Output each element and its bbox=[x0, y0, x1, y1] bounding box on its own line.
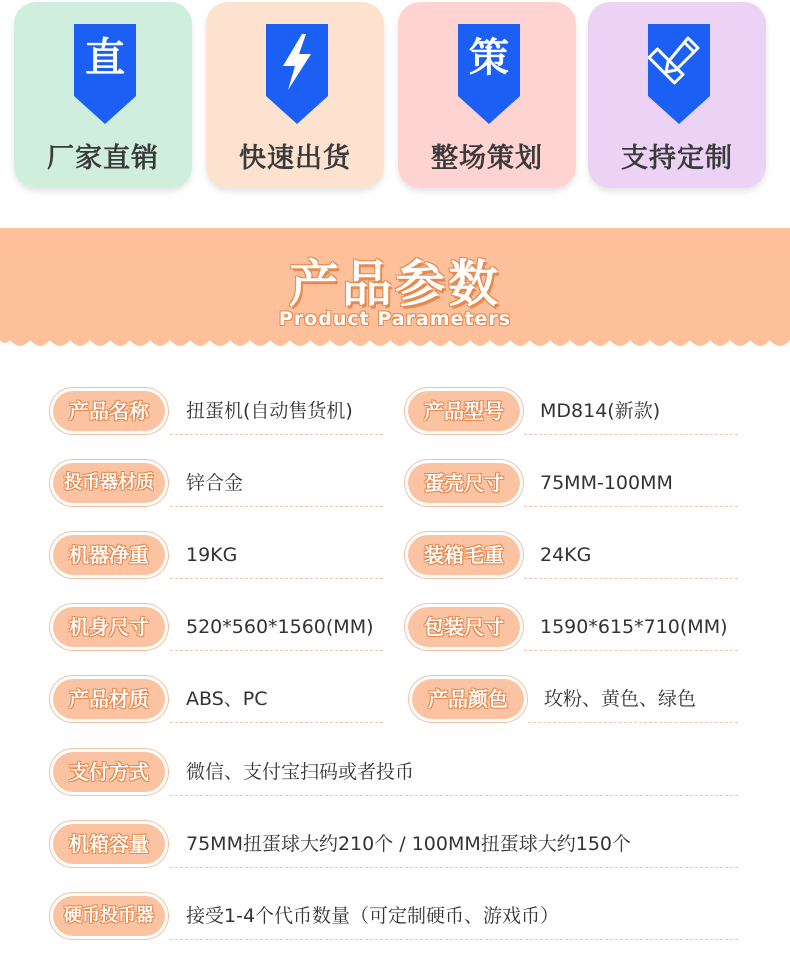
param-value-coin-material: 锌合金 bbox=[186, 472, 244, 494]
badge-glyph: 策 bbox=[469, 35, 509, 81]
feature-label: 厂家直销 bbox=[47, 143, 159, 174]
feature-label: 快速出货 bbox=[239, 143, 351, 174]
divider bbox=[170, 506, 383, 507]
param-label-shell-size: 蛋壳尺寸 bbox=[408, 463, 520, 503]
divider bbox=[524, 434, 738, 435]
divider bbox=[170, 434, 383, 435]
feature-card-factory-direct bbox=[14, 2, 192, 188]
divider bbox=[170, 722, 383, 723]
divider bbox=[170, 578, 383, 579]
section-banner bbox=[0, 228, 790, 358]
param-value-product-name: 扭蛋机(自动售货机) bbox=[186, 400, 353, 422]
feature-cards bbox=[0, 0, 790, 200]
ribbon-badge bbox=[266, 24, 328, 124]
param-label-body-size: 机身尺寸 bbox=[53, 607, 165, 647]
badge-glyph: 直 bbox=[85, 35, 125, 81]
divider bbox=[170, 867, 738, 868]
feature-card-fast-shipping bbox=[206, 2, 384, 188]
divider bbox=[524, 578, 738, 579]
param-label-model: 产品型号 bbox=[408, 391, 520, 431]
param-value-payment: 微信、支付宝扫码或者投币 bbox=[186, 761, 415, 783]
divider bbox=[524, 650, 738, 651]
param-label-net-weight: 机器净重 bbox=[53, 535, 165, 575]
param-label-color: 产品颜色 bbox=[412, 679, 524, 719]
param-label-package-size: 包装尺寸 bbox=[408, 607, 520, 647]
param-label-product-name: 产品名称 bbox=[53, 391, 165, 431]
divider bbox=[170, 939, 738, 940]
param-label-capacity: 机箱容量 bbox=[53, 824, 165, 864]
param-value-color: 玫粉、黄色、绿色 bbox=[544, 688, 697, 710]
param-value-material: ABS、PC bbox=[186, 688, 268, 710]
param-label-payment: 支付方式 bbox=[53, 752, 165, 792]
ribbon-badge bbox=[458, 24, 520, 124]
param-label-gross-weight: 装箱毛重 bbox=[408, 535, 520, 575]
divider bbox=[528, 722, 738, 723]
divider bbox=[170, 795, 738, 796]
param-value-model: MD814(新款) bbox=[540, 400, 661, 422]
param-value-gross-weight: 24KG bbox=[540, 544, 592, 566]
banner-subtitle: Product Parameters bbox=[278, 308, 512, 330]
param-value-net-weight: 19KG bbox=[186, 544, 238, 566]
divider bbox=[524, 506, 738, 507]
param-value-coin-acceptor: 接受1-4个代币数量（可定制硬币、游戏币） bbox=[186, 905, 560, 927]
banner-title: 产品参数 bbox=[289, 255, 501, 313]
param-value-package-size: 1590*615*710(MM) bbox=[540, 616, 728, 638]
divider bbox=[170, 650, 383, 651]
feature-label: 整场策划 bbox=[431, 143, 543, 174]
ribbon-badge bbox=[74, 24, 136, 124]
feature-label: 支持定制 bbox=[621, 143, 733, 174]
feature-card-customization bbox=[588, 2, 766, 188]
param-value-capacity: 75MM扭蛋球大约210个 / 100MM扭蛋球大约150个 bbox=[186, 833, 632, 855]
param-value-shell-size: 75MM-100MM bbox=[540, 472, 673, 494]
param-label-coin-material: 投币器材质 bbox=[53, 463, 165, 503]
param-label-coin-acceptor: 硬币投币器 bbox=[53, 896, 165, 936]
param-label-material: 产品材质 bbox=[53, 679, 165, 719]
ribbon-badge bbox=[648, 24, 710, 124]
feature-card-event-planning bbox=[398, 2, 576, 188]
param-value-body-size: 520*560*1560(MM) bbox=[186, 616, 374, 638]
